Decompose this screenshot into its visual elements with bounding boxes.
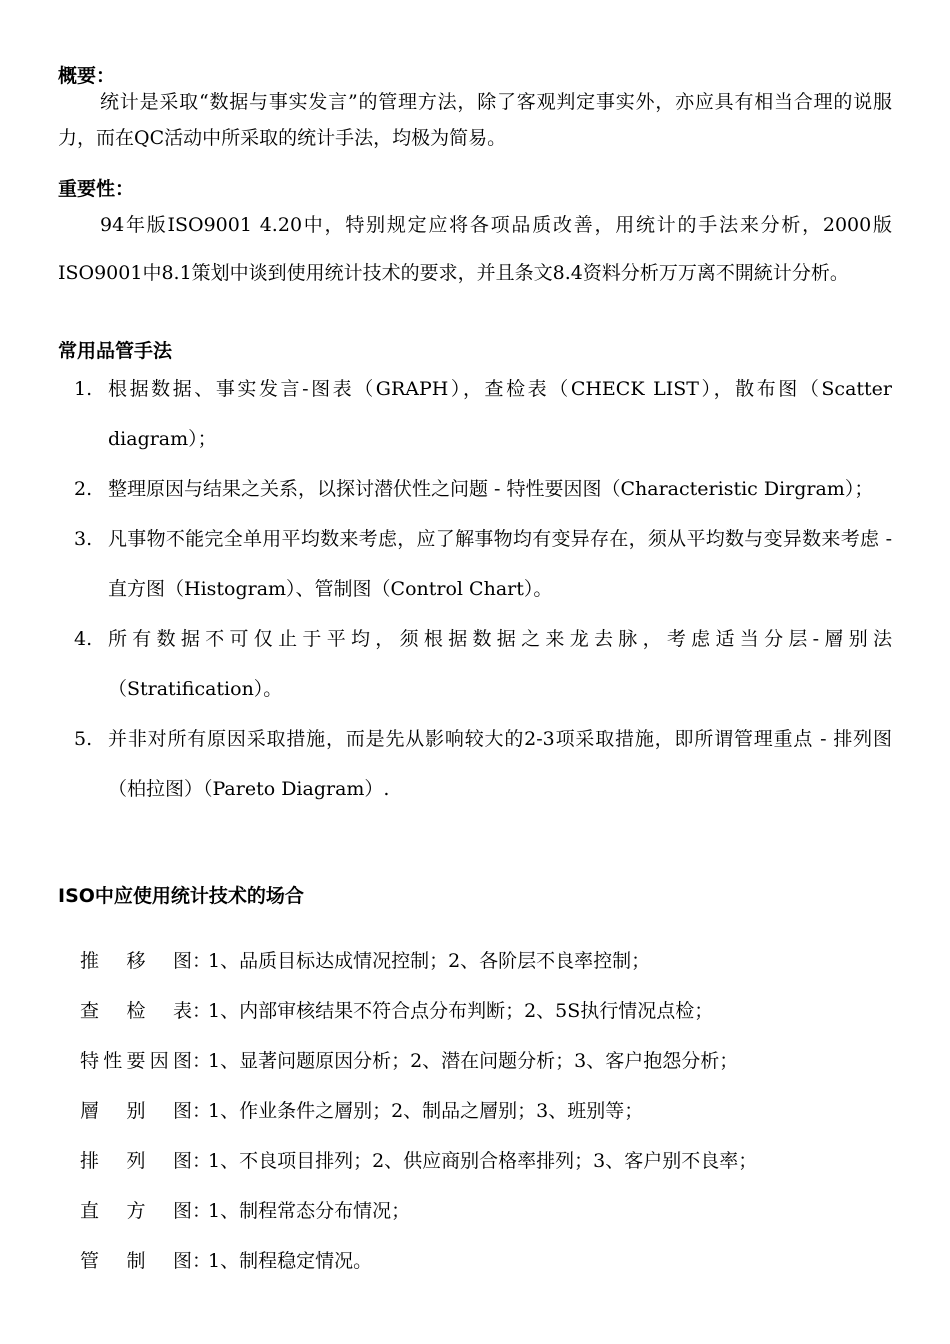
list-item-number: 1.	[74, 378, 93, 400]
tool-label: 查检表	[80, 1000, 192, 1022]
tool-usage-text: 1、制程常态分布情况；	[208, 1200, 411, 1222]
methods-list	[58, 364, 892, 814]
iso-usage-row	[80, 1136, 757, 1186]
list-item-text: 根据数据、事实发言-图表（GRAPH），查检表（CHECK LIST），散布图（Scatter diagram）；	[108, 378, 892, 450]
tool-usage-text: 1、内部审核结果不符合点分布判断；2、5S执行情况点检；	[208, 1000, 714, 1022]
list-item-number: 5.	[74, 728, 93, 750]
iso-usage-row	[80, 936, 757, 986]
importance-heading: 重要性：	[58, 178, 135, 200]
tool-label: 推移图	[80, 950, 192, 972]
tool-label: 特性要因图	[80, 1050, 192, 1072]
iso-usage-row	[80, 1236, 757, 1286]
tool-usage-text: 1、作业条件之層别；2、制品之層别；3、班别等；	[208, 1100, 644, 1122]
tool-usage-text: 1、显著问题原因分析；2、潜在问题分析；3、客户抱怨分析；	[208, 1050, 739, 1072]
label-separator: ：	[192, 950, 212, 972]
importance-paragraph: 94年版ISO9001 4.20中，特别规定应将各项品质改善，用统计的手法来分析，2000版ISO9001中8.1策划中谈到使用统计技术的要求，并且条文8.4资料分析万万离不開統计分析。	[58, 214, 892, 284]
list-item	[58, 714, 892, 814]
label-separator: ：	[192, 1150, 212, 1172]
list-item	[58, 364, 892, 464]
label-separator: ：	[192, 1050, 212, 1072]
list-item-text: 凡事物不能完全单用平均数来考虑，应了解事物均有变异存在，须从平均数与变异数来考虑 - 直方图（Histogram）、管制图（Control Chart）。	[108, 528, 892, 600]
iso-usage-row	[80, 986, 757, 1036]
list-item	[58, 464, 892, 514]
tool-usage-text: 1、制程稳定情况。	[208, 1250, 373, 1272]
tool-label: 排列图	[80, 1150, 192, 1172]
list-item-number: 4.	[74, 628, 93, 650]
label-separator: ：	[192, 1100, 212, 1122]
label-separator: ：	[192, 1000, 212, 1022]
overview-heading: 概要：	[58, 65, 116, 87]
tool-label: 管制图	[80, 1250, 192, 1272]
iso-usage-row	[80, 1186, 757, 1236]
list-item	[58, 614, 892, 714]
list-item-number: 3.	[74, 528, 93, 550]
label-separator: ：	[192, 1250, 212, 1272]
iso-usage-row	[80, 1086, 757, 1136]
tool-usage-text: 1、不良项目排列；2、供应商别合格率排列；3、客户别不良率；	[208, 1150, 758, 1172]
list-item-number: 2.	[74, 478, 93, 500]
list-item-text: 并非对所有原因采取措施，而是先从影响较大的2-3项采取措施，即所谓管理重点 - 排列图（柏拉图）（Pareto Diagram）.	[108, 728, 892, 800]
iso-usage-row	[80, 1036, 757, 1086]
list-item-text: 整理原因与结果之关系，以探讨潜伏性之问题 - 特性要因图（Characteristic Dirgram）；	[108, 478, 874, 500]
list-item-text: 所有数据不可仅止于平均，须根据数据之来龙去脉，考虑适当分层-層别法（Stratification）。	[108, 628, 892, 700]
iso-usage-list	[80, 936, 757, 1286]
overview-paragraph: 统计是采取“数据与事实发言”的管理方法，除了客观判定事实外，亦应具有相当合理的说服力，而在QC活动中所采取的统计手法，均极为简易。	[58, 91, 892, 149]
tool-usage-text: 1、品质目标达成情况控制；2、各阶层不良率控制；	[208, 950, 651, 972]
label-separator: ：	[192, 1200, 212, 1222]
tool-label: 層别图	[80, 1100, 192, 1122]
methods-heading: 常用品管手法	[58, 340, 173, 362]
iso-usage-heading: ISO中应使用统计技术的场合	[58, 885, 304, 907]
tool-label: 直方图	[80, 1200, 192, 1222]
list-item	[58, 514, 892, 614]
